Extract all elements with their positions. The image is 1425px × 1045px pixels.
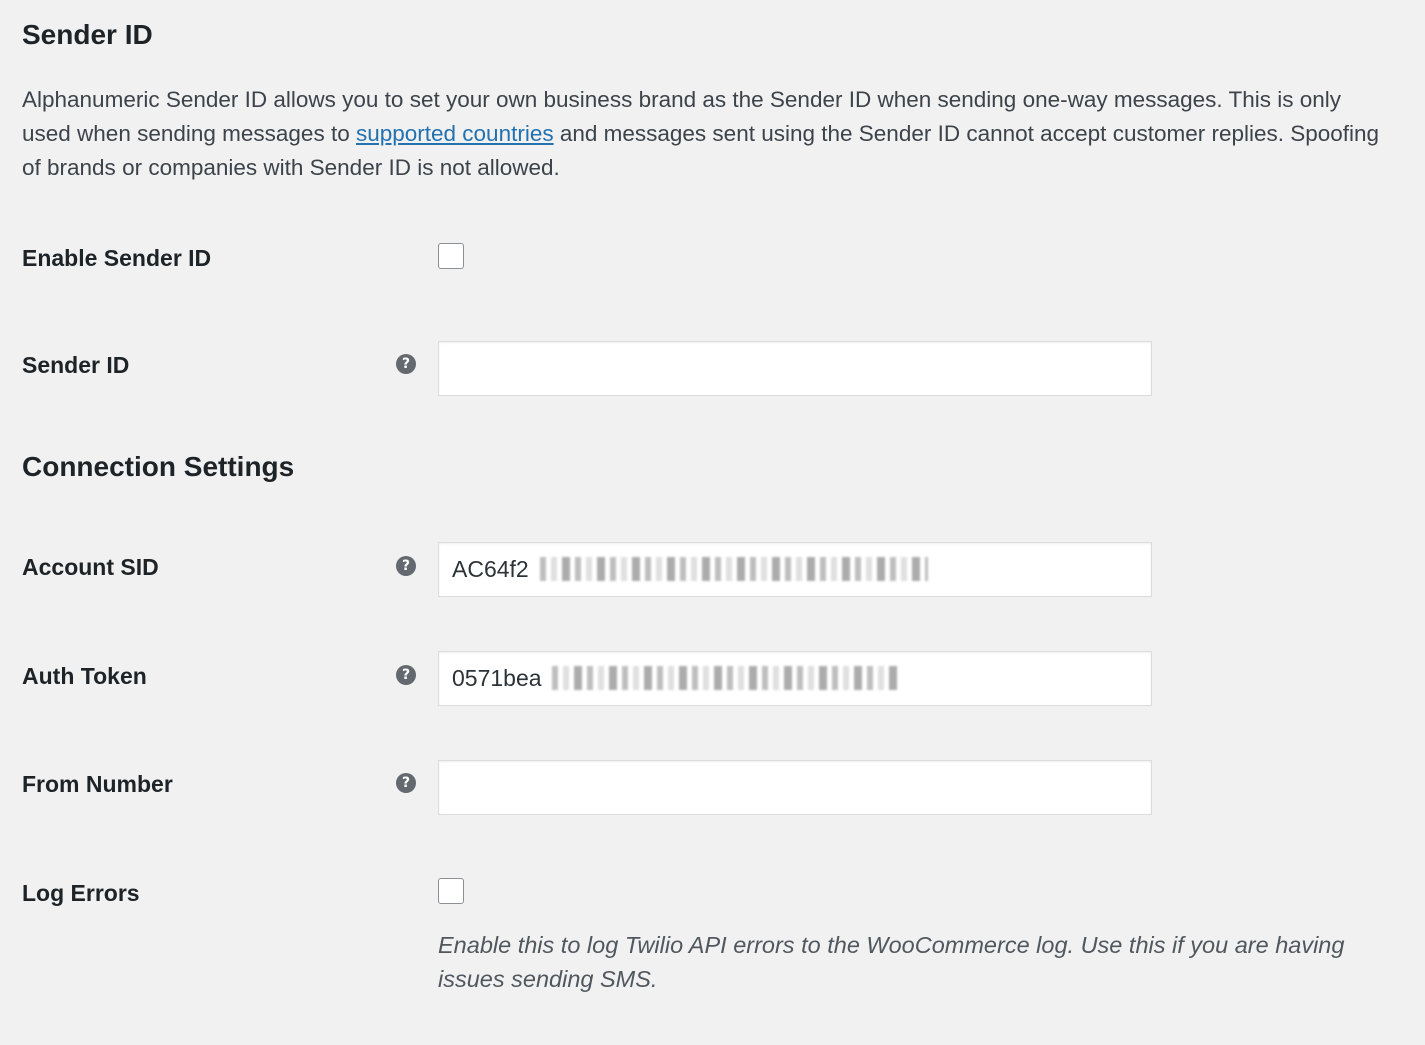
question-circle-icon[interactable]: ? bbox=[396, 773, 416, 793]
sender-id-label: Sender ID bbox=[22, 352, 130, 378]
log-errors-description: Enable this to log Twilio API errors to the WooCommerce log. Use this if you are having issues sending SMS. bbox=[438, 932, 1345, 992]
account-sid-label: Account SID bbox=[22, 554, 159, 580]
account-sid-field bbox=[438, 542, 1152, 597]
question-circle-icon[interactable]: ? bbox=[396, 665, 416, 685]
masked-value bbox=[540, 557, 928, 581]
sender-id-input[interactable] bbox=[438, 341, 1152, 396]
from-number-input[interactable] bbox=[438, 760, 1152, 815]
from-number-label: From Number bbox=[22, 771, 173, 797]
question-circle-icon[interactable]: ? bbox=[396, 556, 416, 576]
enable-sender-id-label: Enable Sender ID bbox=[22, 245, 212, 271]
section-title-sender-id: Sender ID bbox=[22, 19, 153, 50]
enable-sender-id-checkbox[interactable] bbox=[438, 243, 464, 269]
section-title-connection-settings: Connection Settings bbox=[22, 451, 295, 482]
masked-value bbox=[552, 666, 900, 690]
log-errors-checkbox[interactable] bbox=[438, 878, 464, 904]
question-circle-icon[interactable]: ? bbox=[396, 354, 416, 374]
auth-token-label: Auth Token bbox=[22, 663, 147, 689]
supported-countries-link[interactable]: supported countries bbox=[355, 121, 554, 146]
sender-id-description bbox=[22, 83, 1392, 185]
auth-token-field bbox=[438, 651, 1152, 706]
log-errors-label: Log Errors bbox=[22, 880, 140, 906]
description-text: Alphanumeric Sender ID allows you to set your own business brand as the Sender ID when sending one-way messages. This is only used when sending messages to bbox=[22, 87, 1342, 146]
description-text-end: and messages sent using the Sender ID cannot accept customer replies. Spoofing of brands or companies with Sender ID is not allowed. bbox=[22, 121, 1380, 180]
